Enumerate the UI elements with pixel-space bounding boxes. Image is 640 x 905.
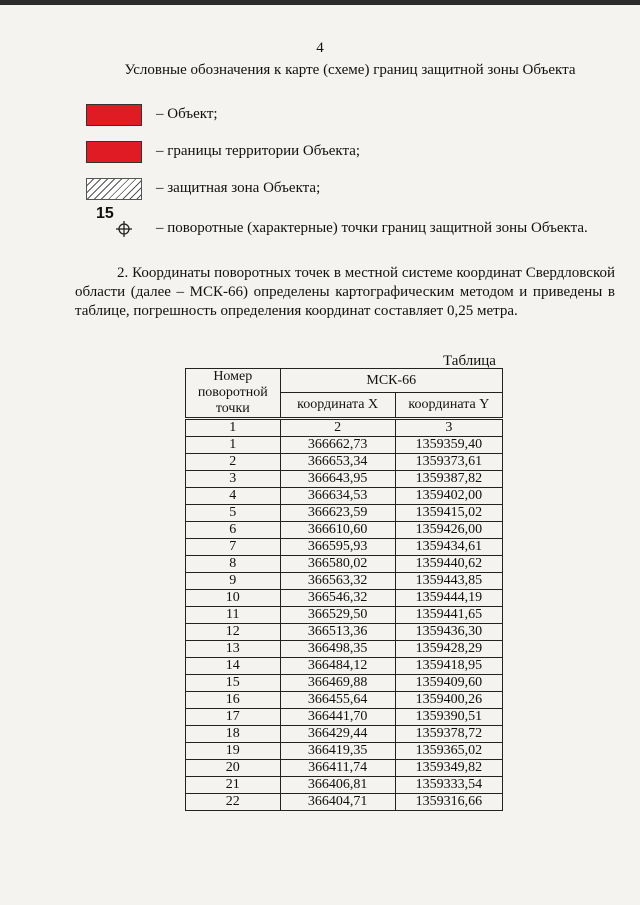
point-number-cell: 19 (186, 743, 281, 760)
table-row (186, 658, 503, 675)
legend-label-territory: – границы территории Объекта; (156, 143, 361, 159)
coordinates-table (185, 368, 503, 811)
point-number-cell: 1 (186, 437, 281, 454)
x-coordinate-cell: 366455,64 (280, 692, 395, 709)
x-coordinate-cell: 366662,73 (280, 437, 395, 454)
y-coordinate-cell: 1359316,66 (395, 794, 502, 811)
table-row (186, 556, 503, 573)
point-number-cell: 11 (186, 607, 281, 624)
table-row (186, 454, 503, 471)
x-coordinate-cell: 366406,81 (280, 777, 395, 794)
y-coordinate-cell: 1359418,95 (395, 658, 502, 675)
x-coordinate-cell: 366529,50 (280, 607, 395, 624)
y-coordinate-cell: 1359440,62 (395, 556, 502, 573)
table-row (186, 471, 503, 488)
point-number-cell: 8 (186, 556, 281, 573)
x-coordinate-cell: 366610,60 (280, 522, 395, 539)
table-row (186, 743, 503, 760)
table-row (186, 505, 503, 522)
y-coordinate-cell: 1359373,61 (395, 454, 502, 471)
table-row (186, 675, 503, 692)
x-coordinate-cell: 366623,59 (280, 505, 395, 522)
point-number-cell: 16 (186, 692, 281, 709)
point-number-cell: 20 (186, 760, 281, 777)
y-coordinate-cell: 1359409,60 (395, 675, 502, 692)
point-number-cell: 6 (186, 522, 281, 539)
y-coordinate-cell: 1359387,82 (395, 471, 502, 488)
x-coordinate-cell: 366643,95 (280, 471, 395, 488)
table-row (186, 726, 503, 743)
y-coordinate-cell: 1359415,02 (395, 505, 502, 522)
y-coordinate-cell: 1359443,85 (395, 573, 502, 590)
column-number: 1 (186, 419, 281, 437)
x-coordinate-cell: 366513,36 (280, 624, 395, 641)
x-coordinate-cell: 366419,35 (280, 743, 395, 760)
x-coordinate-cell: 366653,34 (280, 454, 395, 471)
table-body (186, 419, 503, 811)
table-row (186, 624, 503, 641)
point-number-cell: 13 (186, 641, 281, 658)
point-number-cell: 14 (186, 658, 281, 675)
x-coordinate-cell: 366469,88 (280, 675, 395, 692)
table-row (186, 437, 503, 454)
table-row (186, 488, 503, 505)
y-coordinate-cell: 1359434,61 (395, 539, 502, 556)
x-coordinate-cell: 366634,53 (280, 488, 395, 505)
point-number-cell: 5 (186, 505, 281, 522)
table-row (186, 709, 503, 726)
hatch-swatch (86, 178, 142, 200)
y-coordinate-cell: 1359359,40 (395, 437, 502, 454)
x-coordinate-cell: 366411,74 (280, 760, 395, 777)
x-coordinate-cell: 366498,35 (280, 641, 395, 658)
point-number-cell: 17 (186, 709, 281, 726)
header-msk66: МСК-66 (280, 369, 502, 393)
y-coordinate-cell: 1359402,00 (395, 488, 502, 505)
point-number-cell: 15 (186, 675, 281, 692)
header-y: координата Y (395, 393, 502, 419)
point-number-cell: 7 (186, 539, 281, 556)
point-number-cell: 9 (186, 573, 281, 590)
table-row (186, 573, 503, 590)
table-row (186, 692, 503, 709)
y-coordinate-cell: 1359378,72 (395, 726, 502, 743)
table-row (186, 777, 503, 794)
table-row (186, 641, 503, 658)
x-coordinate-cell: 366404,71 (280, 794, 395, 811)
y-coordinate-cell: 1359349,82 (395, 760, 502, 777)
y-coordinate-cell: 1359428,29 (395, 641, 502, 658)
legend-label-object: – Объект; (156, 106, 218, 122)
point-number-cell: 18 (186, 726, 281, 743)
legend-label-protective-zone: – защитная зона Объекта; (156, 180, 321, 196)
legend-item-territory (86, 140, 142, 164)
y-coordinate-cell: 1359436,30 (395, 624, 502, 641)
table-row (186, 590, 503, 607)
scan-edge (0, 0, 640, 5)
x-coordinate-cell: 366563,32 (280, 573, 395, 590)
y-coordinate-cell: 1359400,26 (395, 692, 502, 709)
legend-title: Условные обозначения к карте (схеме) границ защитной зоны Объекта (124, 62, 576, 78)
table-row (186, 794, 503, 811)
x-coordinate-cell: 366580,02 (280, 556, 395, 573)
y-coordinate-cell: 1359365,02 (395, 743, 502, 760)
point-number-cell: 22 (186, 794, 281, 811)
object-swatch (86, 104, 142, 126)
legend-item-object (86, 103, 142, 127)
header-x: координата X (280, 393, 395, 419)
legend-label-turning-point: – поворотные (характерные) точки границ защитной зоны Объекта. (156, 220, 588, 236)
page-number: 4 (316, 40, 324, 56)
x-coordinate-cell: 366595,93 (280, 539, 395, 556)
point-number-cell: 12 (186, 624, 281, 641)
legend-item-turning-point (86, 205, 142, 236)
table-row (186, 760, 503, 777)
point-number-cell: 4 (186, 488, 281, 505)
header-point-number: Номер поворотной точки (186, 369, 281, 419)
column-number: 2 (280, 419, 395, 437)
point-number-cell: 2 (186, 454, 281, 471)
coordinates-paragraph: 2. Координаты поворотных точек в местной системе координат Свердловской области (далее – МСК-66) определены картографическим методом и приведены в таблице, погрешность определения координат составляет 0,25 метра. (75, 265, 615, 319)
table-row (186, 522, 503, 539)
territory-swatch (86, 141, 142, 163)
table-caption: Таблица (443, 353, 496, 369)
x-coordinate-cell: 366546,32 (280, 590, 395, 607)
table-row (186, 539, 503, 556)
crosshair-icon (116, 221, 132, 237)
y-coordinate-cell: 1359333,54 (395, 777, 502, 794)
point-number-cell: 21 (186, 777, 281, 794)
y-coordinate-cell: 1359426,00 (395, 522, 502, 539)
point-number-cell: 3 (186, 471, 281, 488)
y-coordinate-cell: 1359390,51 (395, 709, 502, 726)
column-number: 3 (395, 419, 502, 437)
marker-label: 15 (96, 205, 114, 222)
x-coordinate-cell: 366429,44 (280, 726, 395, 743)
table-row (186, 607, 503, 624)
turning-point-marker (86, 205, 142, 239)
y-coordinate-cell: 1359444,19 (395, 590, 502, 607)
point-number-cell: 10 (186, 590, 281, 607)
column-number-row (186, 419, 503, 437)
x-coordinate-cell: 366441,70 (280, 709, 395, 726)
y-coordinate-cell: 1359441,65 (395, 607, 502, 624)
x-coordinate-cell: 366484,12 (280, 658, 395, 675)
legend-item-protective-zone (86, 177, 142, 201)
